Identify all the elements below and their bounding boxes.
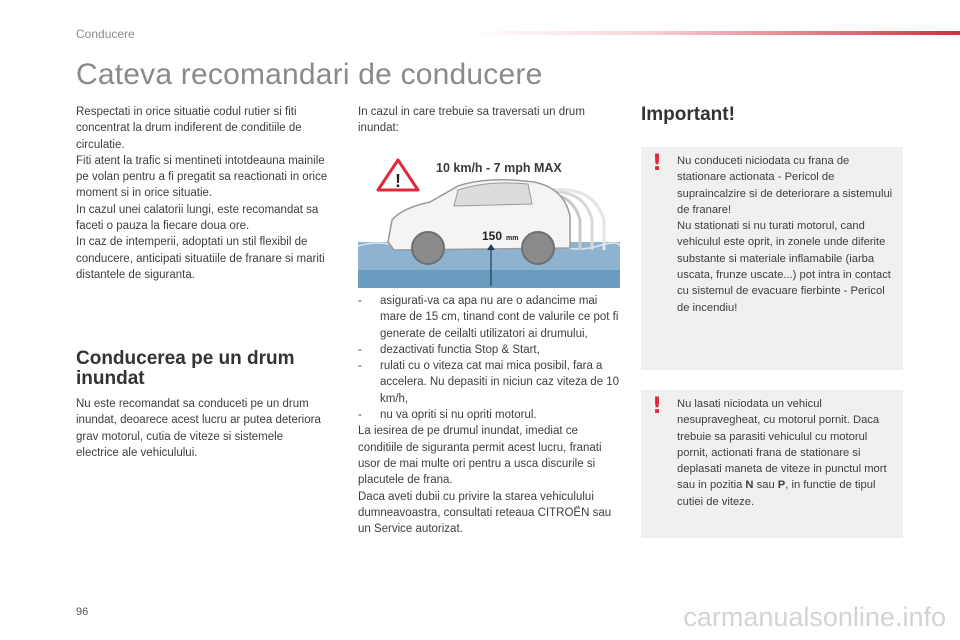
flooded-road-illustration — [358, 150, 620, 288]
gear-position-p: P — [777, 479, 786, 492]
gear-position-n: N — [745, 479, 754, 492]
warning-text-2 — [677, 396, 899, 510]
water-depth-value: 150 — [482, 229, 503, 243]
exclamation-icon: ! — [652, 151, 663, 176]
warning-text-part: sau — [753, 479, 778, 492]
flooded-road-intro: In cazul in care trebuie sa traversati un drum inundat: — [358, 106, 585, 135]
intro-paragraph: Respectati in orice situatie codul rutier si fiti concentrat la drum indiferent de conditiile de circulatie. — [76, 106, 302, 151]
list-item: - asigurati-va ca apa nu are o adancime mai mare de 15 cm, tinand cont de valurile ce pot fi generate de ceilalti utilizatori ai drumului, — [358, 293, 622, 342]
warning-symbol: ! — [395, 171, 401, 191]
warning-text-part: Nu lasati niciodata un vehicul nesupravegheat, cu motorul pornit. Daca trebuie sa parasiti vehiculul cu motorul pornit, actionati frana de stationare si deplasati maneta de viteze in punctul mort sau in pozitia — [677, 398, 887, 492]
warning-text-part: , in functie de tipul cutiei de viteze. — [677, 479, 876, 508]
flooded-road-text: Nu este recomandat sa conduceti pe un drum inundat, deoarece acest lucru ar putea deteriora grav motorul, cutia de viteze si sistemele electrice ale vehiculului. — [76, 398, 321, 459]
flooded-road-heading: Conducerea pe un drum inundat — [76, 348, 295, 389]
warning-box-1 — [641, 147, 903, 370]
exclamation-icon: ! — [652, 394, 663, 419]
warning-paragraph: Nu conduceti niciodata cu frana de stationare actionata - Pericol de supraincalzire si de deteriorare a sistemului de franare! — [677, 155, 893, 216]
water-depth-unit: mm — [506, 235, 519, 242]
page-number: 96 — [76, 606, 89, 618]
intro-paragraph: In caz de intemperii, adoptati un stil flexibil de conducere, anticipati situatiile de franare si mariti distantele de siguranta. — [76, 236, 325, 281]
speed-limit-label: 10 km/h - 7 mph MAX — [436, 161, 562, 175]
important-title: Important! — [641, 104, 735, 125]
list-item: - nu va opriti si nu opriti motorul. — [358, 407, 622, 423]
section-label: Conducere — [76, 27, 135, 41]
warning-paragraph: Nu stationati si nu turati motorul, cand vehiculul este oprit, in zonele unde diferite substante si materiale inflamabile (iarba uscata, frunze uscate...) pot intra in contact cu sistemul de evacuare fierbinte - Pericol de incendiu! — [677, 220, 891, 314]
intro-paragraph: In cazul unei calatorii lungi, este recomandat sa faceti o pauza la fiecare doua ore. — [76, 203, 319, 233]
intro-text — [76, 104, 340, 283]
flooded-road-instructions — [358, 293, 622, 537]
instruction-list — [358, 293, 622, 423]
list-item: - rulati cu o viteza cat mai mica posibil, fara a accelera. Nu depasiti in niciun caz viteza de 10 km/h, — [358, 358, 622, 407]
closing-paragraph: La iesirea de pe drumul inundat, imediat ce conditiile de siguranta permit acest lucru, franati usor de mai multe ori pentru a usca discurile si placutele de frana. — [358, 425, 602, 487]
closing-paragraph: Daca aveti dubii cu privire la starea vehiculului dumneavoastra, consultati reteaua CITROËN sau un Service autorizat. — [358, 490, 612, 536]
page-title: Cateva recomandari de conducere — [76, 58, 543, 91]
list-item: - dezactivati functia Stop & Start, — [358, 342, 622, 358]
warning-box-2 — [641, 390, 903, 538]
watermark: carmanualsonline.info — [683, 602, 946, 632]
intro-paragraph: Fiti atent la trafic si mentineti intotdeauna mainile pe volan pentru a fi pregatit sa reactionati in orice moment si in orice situatie. — [76, 154, 328, 200]
warning-text-1 — [677, 153, 899, 316]
header-accent-bar — [470, 31, 960, 35]
